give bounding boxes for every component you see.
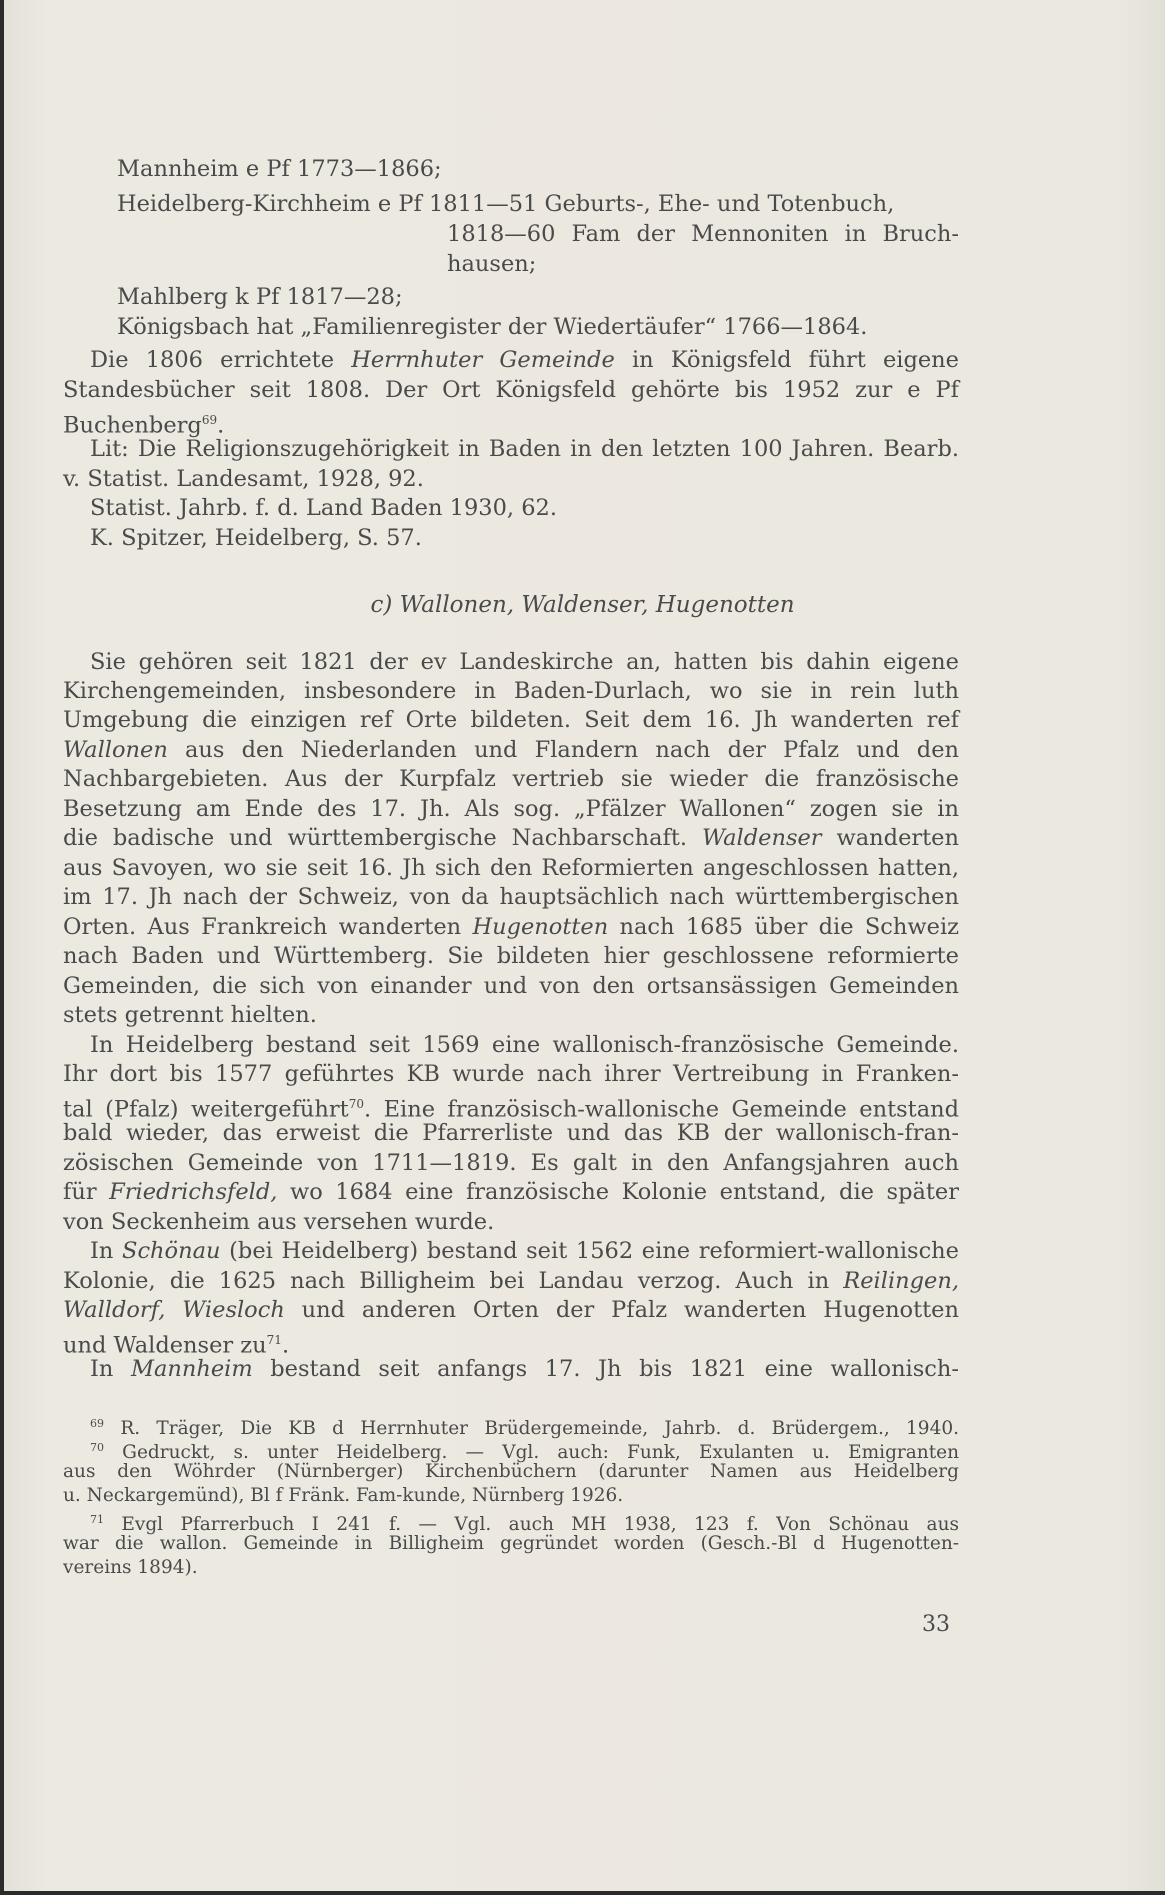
footnote-71: $^{71}$ Evgl Pfarrerbuch I 241 f. — Vgl. auch MH 1938, 123 f. Von Schönau aus: [90, 1513, 959, 1536]
body-line: In Heidelberg bestand seit 1569 eine wallonisch-französische Gemeinde.: [90, 1032, 959, 1058]
emphasis-waldenser: Waldenser: [701, 825, 822, 851]
body-line: zösischen Gemeinde von 1711—1819. Es galt in den Anfangsjahren auch: [63, 1150, 959, 1176]
body-line: bald wieder, das erweist die Pfarrerliste und das KB der wallonisch-fran-: [63, 1120, 959, 1146]
paragraph-herrnhuter-line: Die 1806 errichtete Herrnhuter Gemeinde in Königsfeld führt eigene: [90, 347, 959, 373]
emphasis-schoenau: Schönau: [122, 1238, 221, 1264]
body-line: tal (Pfalz) weitergeführt$^{70}$. Eine französisch-wallonische Gemeinde entstand: [63, 1096, 960, 1123]
body-line: Orten. Aus Frankreich wanderten Hugenotten nach 1685 über die Schweiz: [63, 914, 959, 940]
footnote-70-line: u. Neckargemünd), Bl f Fränk. Fam-kunde, Nürnberg 1926.: [63, 1485, 624, 1506]
emphasis-wallonen: Wallonen: [63, 737, 168, 763]
emphasis-reilingen: Reilingen,: [843, 1268, 959, 1294]
footnote-71-line: vereins 1894).: [63, 1557, 198, 1578]
literature-line: Statist. Jahrb. f. d. Land Baden 1930, 62.: [90, 495, 557, 521]
body-line: Gemeinden, die sich von einander und von den ortsansässigen Gemeinden: [63, 973, 959, 999]
body-line: für Friedrichsfeld, wo 1684 eine französische Kolonie entstand, die später: [63, 1179, 959, 1205]
list-line-heidelberg-cont: 1818—60 Fam der Mennoniten in Bruch-: [447, 221, 959, 247]
page-number: 33: [922, 1612, 950, 1637]
body-line: und Waldenser $zu^{71}$.: [63, 1332, 290, 1359]
body-line: Nachbargebieten. Aus der Kurpfalz vertrieb sie wieder die französische: [63, 766, 959, 792]
body-line: Sie gehören seit 1821 der ev Landeskirche an, hatten bis dahin eigene: [90, 649, 959, 675]
body-line: von Seckenheim aus versehen wurde.: [63, 1209, 495, 1235]
literature-line: v. Statist. Landesamt, 1928, 92.: [63, 466, 424, 492]
scan-edge-left: [0, 0, 4, 1895]
footnote-69: $^{69}$ R. Träger, Die KB d Herrnhuter Brüdergemeinde, Jahrb. d. Brüdergem., 1940.: [90, 1417, 959, 1440]
emphasis-mannheim: Mannheim: [130, 1356, 253, 1382]
list-line-koenigsbach: Königsbach hat „Familienregister der Wiedertäufer“ 1766—1864.: [117, 314, 868, 340]
body-line: die badische und württembergische Nachbarschaft. Waldenser wanderten: [63, 825, 959, 851]
body-line: im 17. Jh nach der Schweiz, von da hauptsächlich nach württembergischen: [63, 884, 959, 910]
footnote-70-line: aus den Wöhrder (Nürnberger) Kirchenbüchern (darunter Namen aus Heidelberg: [63, 1461, 959, 1482]
paragraph-herrnhuter-line: Buchenberg$^{69}$.: [63, 412, 225, 439]
footnote-ref-70: 70: [348, 1097, 364, 1111]
body-line: nach Baden und Württemberg. Sie bildeten hier geschlossene reformierte: [63, 943, 959, 969]
body-line: stets getrennt hielten.: [63, 1002, 317, 1028]
body-line: In Mannheim bestand seit anfangs 17. Jh bis 1821 eine wallonisch-: [90, 1356, 959, 1382]
emphasis-hugenotten: Hugenotten: [472, 914, 609, 940]
footnote-71-line: war die wallon. Gemeinde in Billigheim gegründet worden (Gesch.-Bl d Hugenotten-: [63, 1533, 959, 1554]
body-line: aus Savoyen, wo sie seit 16. Jh sich den Reformierten angeschlossen hatten,: [63, 855, 959, 881]
emphasis-walldorf-wiesloch: Walldorf, Wiesloch: [63, 1297, 285, 1323]
body-line: Besetzung am Ende des 17. Jh. Als sog. „Pfälzer Wallonen“ zogen sie in: [63, 796, 959, 822]
literature-line: Lit: Die Religionszugehörigkeit in Baden in den letzten 100 Jahren. Bearb.: [90, 436, 959, 462]
list-line-heidelberg: Heidelberg-Kirchheim e Pf 1811—51 Geburts-, Ehe- und Totenbuch,: [117, 191, 895, 217]
section-heading: c) Wallonen, Waldenser, Hugenotten: [370, 592, 795, 618]
list-line-heidelberg-cont2: hausen;: [447, 251, 537, 277]
scan-edge-bottom: [0, 1891, 1165, 1895]
literature-line: K. Spitzer, Heidelberg, S. 57.: [90, 525, 422, 551]
body-line: Ihr dort bis 1577 geführtes KB wurde nach ihrer Vertreibung in Franken-: [63, 1061, 959, 1087]
footnote-70: $^{70}$ Gedruckt, s. unter Heidelberg. — Vgl. auch: Funk, Exulanten u. Emigranten: [90, 1441, 959, 1464]
emphasis-herrnhuter: Herrnhuter Gemeinde: [351, 347, 615, 373]
list-line-mannheim: Mannheim e Pf 1773—1866;: [117, 156, 442, 182]
paragraph-herrnhuter-line: Standesbücher seit 1808. Der Ort Königsfeld gehörte bis 1952 zur e Pf: [63, 377, 959, 403]
body-line: Walldorf, Wiesloch und anderen Orten der Pfalz wanderten Hugenotten: [63, 1297, 959, 1323]
body-line: Umgebung die einzigen ref Orte bildeten. Seit dem 16. Jh wanderten ref: [63, 707, 959, 733]
footnote-ref-69: 69: [201, 413, 218, 427]
body-line: In Schönau (bei Heidelberg) bestand seit 1562 eine reformiert-wallonische: [90, 1238, 959, 1264]
body-line: Kolonie, die 1625 nach Billigheim bei Landau verzog. Auch in Reilingen,: [63, 1268, 959, 1294]
body-line: Wallonen aus den Niederlanden und Flandern nach der Pfalz und den: [63, 737, 960, 763]
body-line: Kirchengemeinden, insbesondere in Baden-Durlach, wo sie in rein luth: [63, 678, 959, 704]
list-line-mahlberg: Mahlberg k Pf 1817—28;: [117, 284, 403, 310]
footnote-ref-71: 71: [266, 1333, 282, 1347]
emphasis-friedrichsfeld: Friedrichsfeld,: [109, 1179, 278, 1205]
